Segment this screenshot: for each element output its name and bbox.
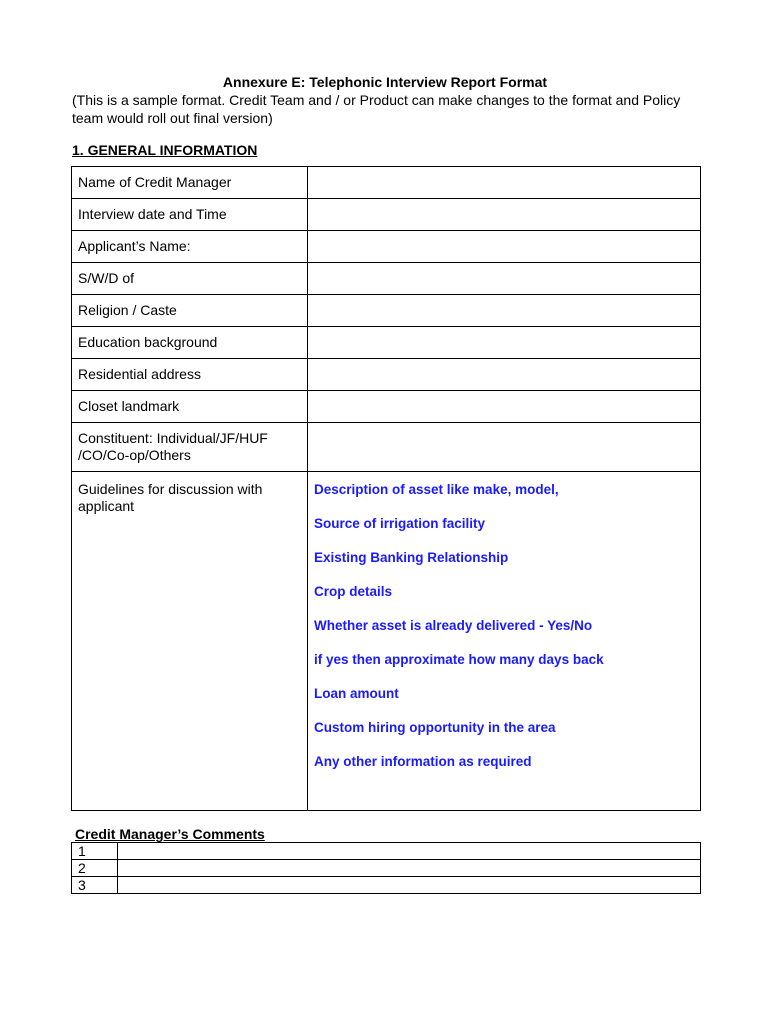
guideline-item: Loan amount [314,686,399,701]
table-row [72,327,701,359]
guidelines-list [308,472,701,811]
table-row [72,391,701,423]
table-row [72,167,701,199]
document-title: Annexure E: Telephonic Interview Report Format [222,74,548,90]
comment-number: 3 [72,877,118,894]
comment-field[interactable] [118,860,701,877]
guideline-item: Existing Banking Relationship [314,550,509,565]
row-value[interactable] [308,327,701,359]
general-information-heading: 1. GENERAL INFORMATION [72,142,258,158]
comments-table [71,842,701,894]
row-value[interactable] [308,167,701,199]
general-information-table [71,166,701,811]
table-row [72,359,701,391]
guideline-item: Source of irrigation facility [314,516,486,531]
comment-field[interactable] [118,877,701,894]
row-label: Name of Credit Manager [72,167,308,199]
credit-manager-comments-heading: Credit Manager’s Comments [75,826,265,842]
document-subtitle: (This is a sample format. Credit Team and / or Product can make changes to the format and Policy team would roll out final version) [72,92,681,126]
guidelines-label: Guidelines for discussion with applicant [72,472,308,811]
row-label: S/W/D of [72,263,308,295]
guideline-item: Crop details [314,584,393,599]
comment-row [72,860,701,877]
row-label: Applicant’s Name: [72,231,308,263]
row-label: Closet landmark [72,391,308,423]
row-label: Constituent: Individual/JF/HUF /CO/Co-op/Others [72,423,308,472]
comment-number: 2 [72,860,118,877]
row-value[interactable] [308,199,701,231]
row-label: Religion / Caste [72,295,308,327]
table-row [72,199,701,231]
comment-field[interactable] [118,843,701,860]
table-row [72,423,701,472]
comment-number: 1 [72,843,118,860]
table-row [72,231,701,263]
row-value[interactable] [308,231,701,263]
row-label: Education background [72,327,308,359]
row-value[interactable] [308,423,701,472]
table-row [72,295,701,327]
guideline-item: Description of asset like make, model, [314,482,559,497]
row-label: Interview date and Time [72,199,308,231]
comment-row [72,877,701,894]
table-row [72,263,701,295]
guideline-item: Whether asset is already delivered - Yes/No [314,618,593,633]
guideline-item: Any other information as required [314,754,532,769]
guideline-item: Custom hiring opportunity in the area [314,720,556,735]
row-value[interactable] [308,359,701,391]
guidelines-row [72,472,701,811]
comment-row [72,843,701,860]
row-label: Residential address [72,359,308,391]
row-value[interactable] [308,295,701,327]
row-value[interactable] [308,263,701,295]
guideline-item: if yes then approximate how many days back [314,652,604,667]
row-value[interactable] [308,391,701,423]
